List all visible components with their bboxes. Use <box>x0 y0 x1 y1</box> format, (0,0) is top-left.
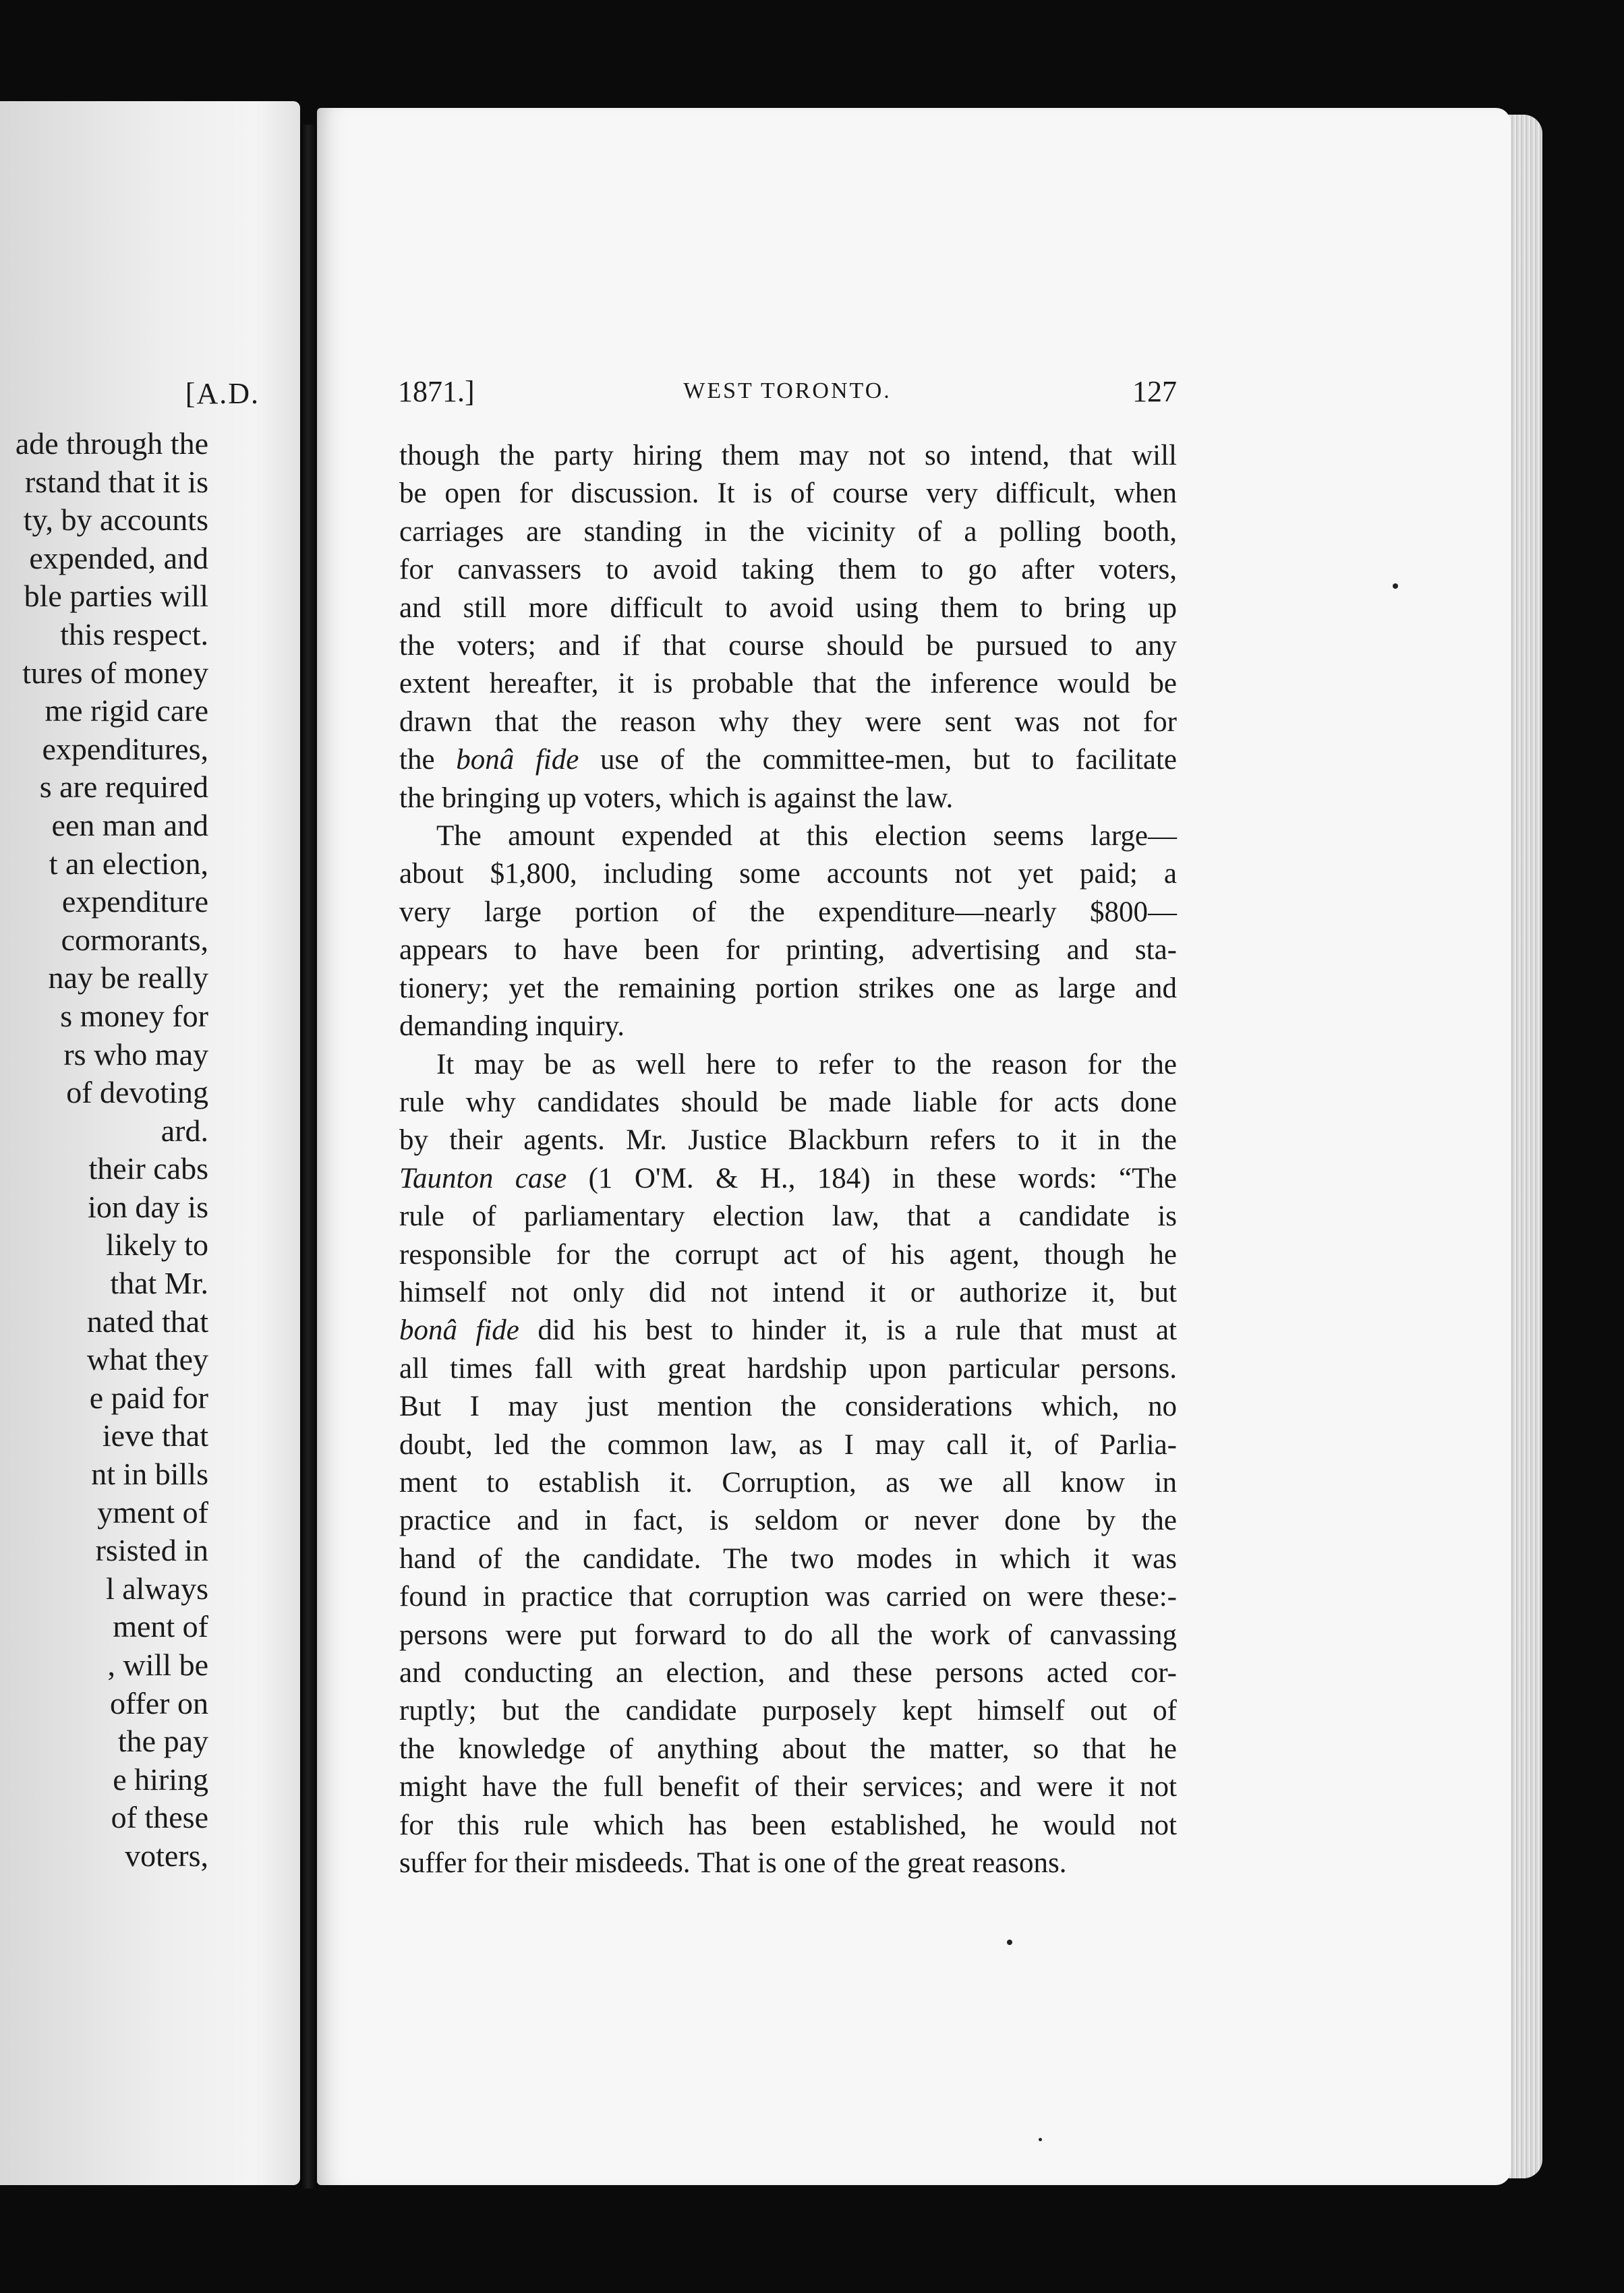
left-page-line: expended, and <box>29 540 208 575</box>
body-line: practice and in fact, is seldom or never done by the <box>399 1505 1177 1537</box>
body-line: though the party hiring them may not so intend, that will <box>399 440 1177 471</box>
left-page-line: ieve that <box>102 1418 208 1453</box>
left-page-line: s money for <box>60 998 208 1033</box>
body-line: by their agents. Mr. Justice Blackburn refers to it in the <box>399 1124 1177 1157</box>
running-head-year: 1871.] <box>398 375 475 408</box>
left-page-line: ment of <box>113 1609 208 1644</box>
left-page-line: e paid for <box>89 1380 208 1415</box>
body-line: found in practice that corruption was carried on were these:- <box>399 1581 1177 1613</box>
body-line: the knowledge of anything about the matter, so that he <box>399 1733 1177 1765</box>
body-text <box>399 437 1177 1882</box>
left-page-line: what they <box>86 1342 208 1377</box>
left-page-line: their cabs <box>88 1151 208 1186</box>
body-line: suffer for their misdeeds. That is one of the great reasons. <box>399 1847 1067 1880</box>
body-line: all times fall with great hardship upon particular persons. <box>399 1352 1177 1385</box>
left-page-line: ion day is <box>88 1189 208 1224</box>
body-line: It may be as well here to refer to the reason for the <box>436 1048 1177 1080</box>
left-page-line: ble parties will <box>24 579 208 614</box>
body-line: hand of the candidate. The two modes in which it was <box>399 1542 1177 1575</box>
body-line: persons were put forward to do all the work of canvassing <box>399 1619 1177 1651</box>
body-line: carriages are standing in the vicinity of a polling booth, <box>399 515 1177 548</box>
left-page-line: tures of money <box>22 655 208 690</box>
body-line: ment to establish it. Corruption, as we all know in <box>399 1466 1177 1499</box>
left-page-line: that Mr. <box>110 1266 208 1301</box>
body-line: the bringing up voters, which is against the law. <box>399 782 954 814</box>
left-page-line: l always <box>105 1571 208 1606</box>
body-line: demanding inquiry. <box>399 1010 625 1043</box>
left-page-line: nt in bills <box>91 1457 208 1492</box>
left-page-line: cormorants, <box>61 922 208 957</box>
left-page-line: expenditure <box>61 884 208 919</box>
left-page-line: ard. <box>161 1113 208 1148</box>
book-gutter <box>300 125 318 2188</box>
body-line: and still more difficult to avoid using them to bring up <box>399 591 1177 624</box>
body-line: bonâ fide did his best to hinder it, is a rule that must at <box>399 1314 1178 1347</box>
body-line: might have the full benefit of their services; and were it not <box>399 1771 1177 1803</box>
left-page-line: of devoting <box>66 1075 208 1110</box>
body-line: But I may just mention the considerations which, no <box>399 1391 1177 1423</box>
body-line: and conducting an election, and these persons acted cor- <box>399 1657 1177 1689</box>
body-line: be open for discussion. It is of course very difficult, when <box>399 477 1177 510</box>
left-page-line: rsisted in <box>95 1533 208 1568</box>
body-line: appears to have been for printing, advertising and sta- <box>399 934 1177 966</box>
left-page-line: offer on <box>109 1685 208 1720</box>
running-head-title: WEST TORONTO. <box>683 378 892 403</box>
running-head <box>398 374 1177 415</box>
body-line: rule of parliamentary election law, that a candidate is <box>399 1200 1177 1233</box>
speck <box>1007 1940 1012 1945</box>
left-page-line: nated that <box>86 1304 208 1339</box>
left-page-line: the pay <box>117 1724 208 1759</box>
left-page-line: een man and <box>51 807 208 842</box>
left-page <box>0 101 300 2185</box>
left-page-line: nay be really <box>48 960 208 995</box>
body-line: very large portion of the expenditure—nearly $800— <box>399 896 1177 928</box>
left-page-line: this respect. <box>60 616 208 651</box>
body-line: for this rule which has been established, he would not <box>399 1809 1177 1841</box>
body-line: for canvassers to avoid taking them to go after voters, <box>399 554 1177 586</box>
body-line: the voters; and if that course should be pursued to any <box>399 630 1177 662</box>
body-line: himself not only did not intend it or authorize it, but <box>399 1276 1177 1308</box>
body-line: doubt, led the common law, as I may call it, of Parlia- <box>399 1428 1177 1461</box>
body-line: tionery; yet the remaining portion strikes one as large and <box>399 972 1177 1004</box>
body-line: extent hereafter, it is probable that the inference would be <box>399 668 1177 700</box>
left-page-line: me rigid care <box>45 693 208 728</box>
left-page-line: e hiring <box>113 1762 208 1797</box>
body-line: drawn that the reason why they were sent was not for <box>399 705 1177 738</box>
body-line: Taunton case (1 O'M. & H., 184) in these words: “The <box>399 1162 1177 1194</box>
left-page-line: voters, <box>125 1838 208 1873</box>
left-page-header: [A.D. <box>185 377 260 410</box>
body-line: the bonâ fide use of the committee-men, but to facilitate <box>399 744 1177 776</box>
body-line: about $1,800, including some accounts not yet paid; a <box>399 858 1177 890</box>
left-page-line: rs who may <box>63 1037 208 1072</box>
left-page-line: rstand that it is <box>24 464 208 499</box>
body-line: responsible for the corrupt act of his agent, though he <box>399 1238 1177 1271</box>
speck <box>1039 2138 1042 2141</box>
page-number: 127 <box>1132 375 1177 408</box>
left-page-line: likely to <box>105 1227 208 1262</box>
body-line: ruptly; but the candidate purposely kept himself out of <box>399 1695 1177 1727</box>
left-page-text <box>0 425 208 1876</box>
speck <box>1393 583 1398 589</box>
left-page-line: of these <box>111 1800 208 1835</box>
body-line: rule why candidates should be made liable for acts done <box>399 1086 1177 1118</box>
body-line: The amount expended at this election seems large— <box>436 820 1177 852</box>
left-page-line: s are required <box>39 770 208 805</box>
left-page-line: ade through the <box>15 426 208 461</box>
left-page-line: , will be <box>107 1648 208 1682</box>
left-page-line: ty, by accounts <box>23 502 208 538</box>
left-page-line: expenditures, <box>42 731 208 766</box>
left-page-line: t an election, <box>49 846 208 881</box>
left-page-line: yment of <box>97 1494 208 1530</box>
